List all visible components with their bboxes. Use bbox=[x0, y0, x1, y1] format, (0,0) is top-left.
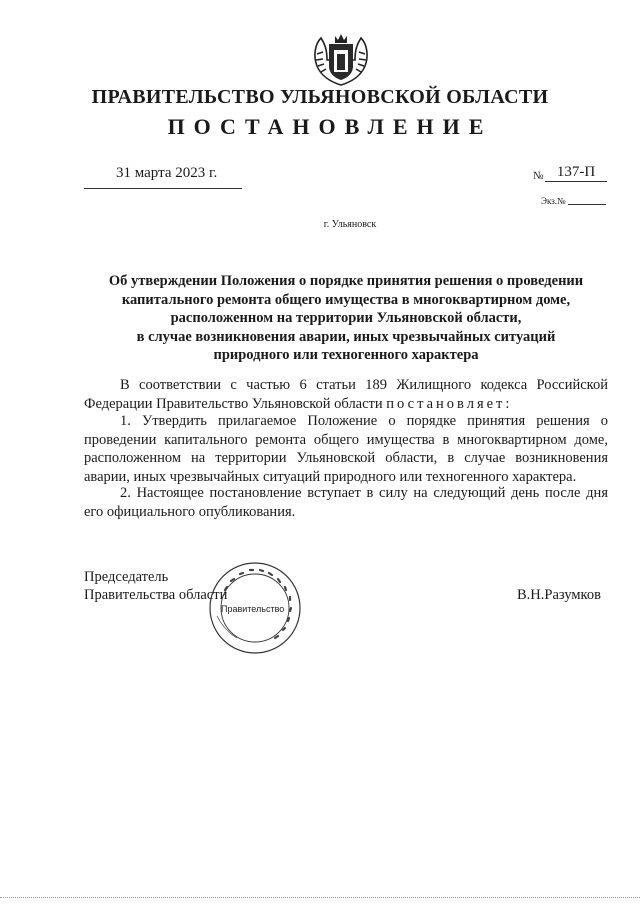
subject-line: капитального ремонта общего имущества в многоквартирном доме, bbox=[121, 291, 571, 308]
subject-line: Об утверждении Положения о порядке принятия решения о проведении bbox=[108, 273, 584, 289]
document-subject bbox=[84, 272, 608, 365]
subject-line: природного или техногенного характера bbox=[213, 347, 479, 363]
page-bottom-border bbox=[0, 897, 640, 898]
copy-number-label: Экз.№ bbox=[541, 196, 566, 206]
document-date: 31 марта 2023 г. bbox=[116, 165, 218, 181]
signatory-role-line-1: Председатель bbox=[84, 569, 169, 585]
signatory-role-line-2: Правительства области bbox=[84, 587, 228, 603]
preamble-paragraph bbox=[84, 376, 608, 413]
copy-number-underline bbox=[568, 204, 606, 205]
subject-line: в случае возникновения аварии, иных чрезвычайных ситуаций bbox=[136, 328, 556, 345]
subject-line: расположенном на территории Ульяновской области, bbox=[170, 310, 522, 326]
clause-2-paragraph: 2. Настоящее постановление вступает в силу на следующий день после дня его официального опубликования. bbox=[84, 485, 608, 520]
government-title: ПРАВИТЕЛЬСТВО УЛЬЯНОВСКОЙ ОБЛАСТИ bbox=[91, 86, 549, 108]
signatory-name: В.Н.Разумков bbox=[517, 587, 601, 603]
date-underline bbox=[84, 188, 242, 189]
document-city: г. Ульяновск bbox=[323, 219, 377, 230]
decree-word: постановляет: bbox=[386, 395, 513, 412]
document-type-title: ПОСТАНОВЛЕНИЕ bbox=[167, 114, 493, 139]
clause-1-paragraph: 1. Утвердить прилагаемое Положение о порядке принятия решения о проведении капитального ремонта общего имущества в многоквартирном доме, расположенном на территории Ульяновской области, в случае возникновения аварии, иных чрезвычайных ситуаций природного или техногенного характера. bbox=[84, 413, 608, 485]
number-sign: № bbox=[533, 170, 544, 182]
document-number: 137-П bbox=[545, 163, 607, 182]
preamble-text: В соответствии с частью 6 статьи 189 Жилищного кодекса Российской Федерации Правительство Ульяновской области bbox=[84, 377, 608, 412]
coat-of-arms-emblem bbox=[311, 30, 371, 88]
stamp-label: Правительство bbox=[221, 604, 285, 614]
